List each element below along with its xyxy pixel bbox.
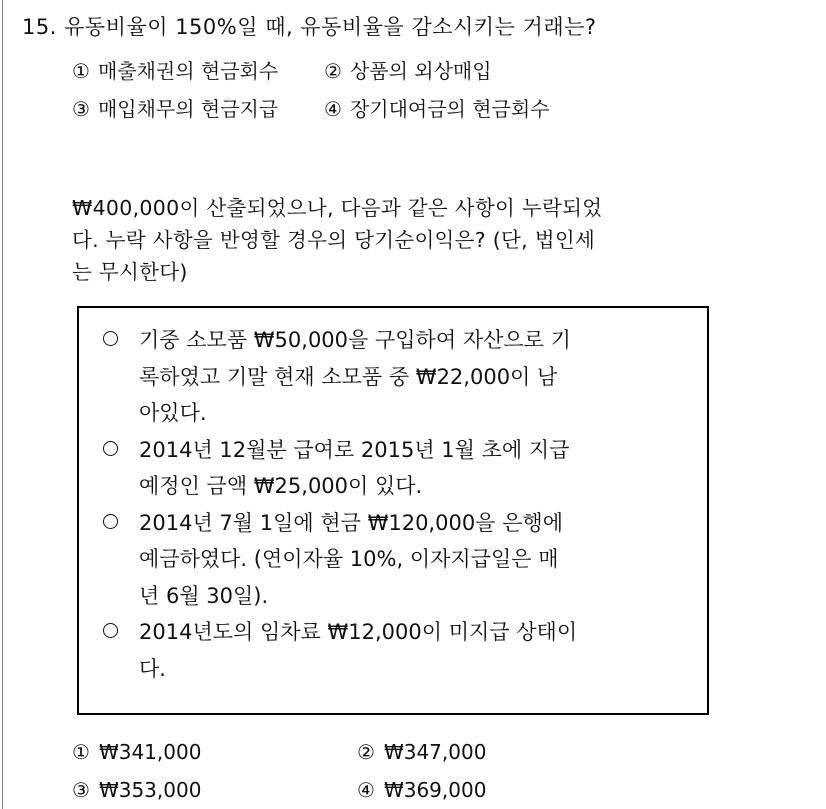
choice-3[interactable] [72,771,357,809]
item-line: 아있다. [139,401,207,425]
item-line: 록하였고 기말 현재 소모품 중 ₩22,000이 남 [139,364,558,389]
choice-marker: ③ [72,97,90,121]
choice-marker: ② [357,740,375,764]
question-text: 유동비율이 150%일 때, 유동비율을 감소시키는 거래는? [64,15,597,39]
choice-marker: ④ [357,778,375,802]
question-number: 15. [22,15,57,39]
choice-row [72,733,486,771]
choice-1[interactable] [72,52,324,90]
item-line: 다. [139,656,166,681]
item-line: 년 6월 30일). [139,583,269,608]
choice-marker: ① [72,740,90,764]
item-line: 2014년도의 임차료 ₩12,000이 미지급 상태이 [139,620,578,644]
stem-line: 는 무시한다) [72,260,188,284]
circle-bullet-icon [103,331,118,346]
item-line: 예정인 금액 ₩25,000이 있다. [139,474,423,498]
choice-label: 상품의 외상매입 [349,59,492,83]
stem-line: 다. 누락 사항을 반영할 경우의 당기순이익은? (단, 법인세 [72,228,596,252]
choice-4[interactable] [357,771,486,809]
question-16-choices [72,733,486,809]
list-item [103,614,693,687]
choice-marker: ① [72,59,90,83]
item-line: 기중 소모품 ₩50,000을 구입하여 자산으로 기 [139,328,571,352]
page-left-border [2,0,3,809]
choice-label: ₩341,000 [98,740,202,764]
choice-marker: ④ [324,97,342,121]
choice-1[interactable] [72,733,357,771]
circle-bullet-icon [103,441,118,456]
omitted-items-box [77,306,709,715]
list-item [103,432,693,505]
stem-line: ₩400,000이 산출되었으나, 다음과 같은 사항이 누락되었 [72,196,603,220]
circle-bullet-icon [103,514,118,529]
list-item [103,322,693,432]
choice-label: 장기대여금의 현금회수 [349,97,550,121]
item-line: 2014년 12월분 급여로 2015년 1월 초에 지급 [139,437,570,462]
choice-row [72,90,550,128]
choice-row [72,771,486,809]
choice-label: ₩347,000 [383,740,487,764]
omitted-items-list [103,322,693,687]
question-16-stem [72,192,752,288]
choice-3[interactable] [72,90,324,128]
choice-label: 매입채무의 현금지급 [97,97,279,121]
circle-bullet-icon [103,623,118,638]
question-15-choices [72,52,550,128]
list-item [103,505,693,615]
choice-marker: ② [324,59,342,83]
choice-2[interactable] [357,733,486,771]
choice-row [72,52,550,90]
choice-4[interactable] [324,90,550,128]
choice-label: ₩353,000 [98,778,202,802]
question-15-title [22,12,597,42]
choice-label: ₩369,000 [383,778,487,802]
item-line: 예금하였다. (연이자율 10%, 이자지급일은 매 [139,547,559,571]
choice-marker: ③ [72,778,90,802]
choice-2[interactable] [324,52,492,90]
item-line: 2014년 7월 1일에 현금 ₩120,000을 은행에 [139,510,564,535]
choice-label: 매출채권의 현금회수 [97,59,279,83]
